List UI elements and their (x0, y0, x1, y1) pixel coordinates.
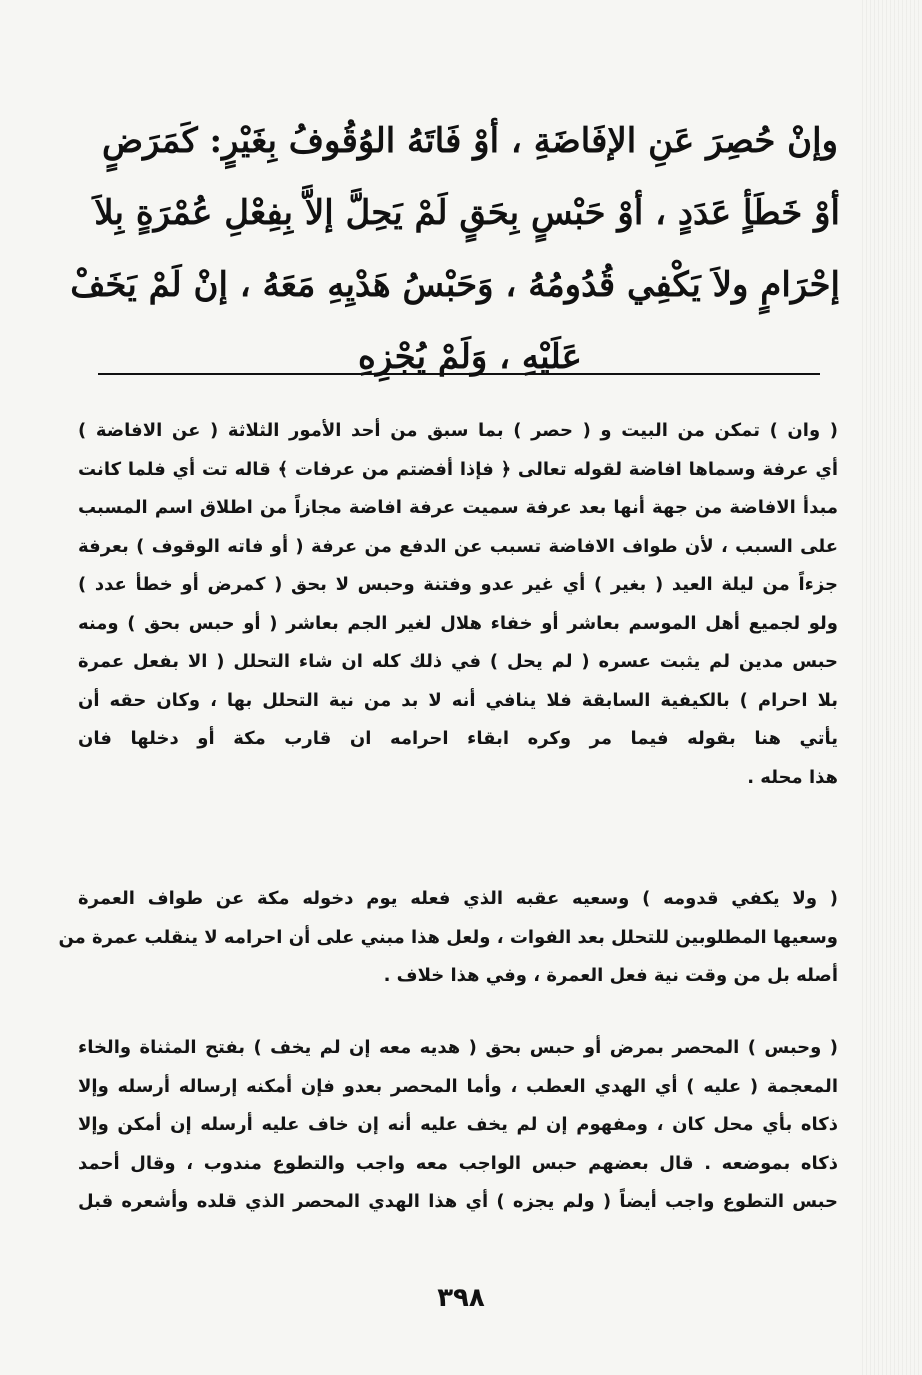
commentary-line: مبدأ الافاضة من جهة أنها بعد عرفة سميت عرفة افاضة مجازاً من اطلاق اسم المسبب (78, 497, 838, 518)
main-text-line: وإنْ حُصِرَ عَنِ الإفَاضَةِ ، أوْ فَاتَهُ الوُقُوفُ بِغَيْرٍ: كَمَرَضٍ (101, 121, 839, 161)
commentary-line: على السبب ، لأن طواف الافاضة تسبب عن الدفع من عرفة ( أو فاته الوقوف ) بعرفة (78, 535, 838, 557)
commentary-paragraph (78, 412, 838, 797)
commentary-line: ( وحبس ) المحصر بمرض أو حبس بحق ( هديه معه إن لم يخف ) بفتح المثناة والخاء (78, 1037, 838, 1058)
commentary-paragraph (58, 880, 838, 996)
commentary-line: المعجمة ( عليه ) أي الهدي العطب ، وأما المحصر بعدو فإن أمكنه إرساله أرسله وإلا (78, 1075, 838, 1097)
commentary-line: حبس التطوع واجب أيضاً ( ولم يجزه ) أي هذا الهدي المحصر الذي قلده وأشعره قبل (78, 1191, 838, 1212)
scan-edge-noise (862, 0, 922, 1375)
main-text-line: أوْ خَطَأٍ عَدَدٍ ، أوْ حَبْسٍ بِحَقٍ لَمْ يَحِلَّ إلاَّ بِفِعْلِ عُمْرَةٍ بِلاَ (94, 193, 840, 233)
main-text-line: إحْرَامٍ ولاَ يَكْفِي قُدُومُهُ ، وَحَبْسُ هَدْيِهِ مَعَهُ ، إنْ لَمْ يَخَفْ (70, 265, 840, 305)
page-number: ٣٩٨ (437, 1283, 485, 1313)
commentary-line: وسعيها المطلوبين للتحلل بعد الفوات ، ولعل هذا مبني على أن احرامه لا ينقلب عمرة من (58, 926, 838, 948)
commentary-line: ( وان ) تمكن من البيت و ( حصر ) بما سبق من أحد الأمور الثلاثة ( عن الافاضة ) (78, 420, 838, 441)
commentary-line: ذكاه بموضعه . قال بعضهم حبس الواجب معه واجب والتطوع مندوب ، وقال أحمد (78, 1152, 838, 1174)
commentary-line: ولو لجميع أهل الموسم بعاشر أو خفاء هلال لغير الجم بعاشر ( أو حبس بحق ) ومنه (78, 612, 838, 634)
commentary-line: يأتي هنا بقوله فيما مر وكره ابقاء احرامه ان قارب مكة أو دخلها فان (78, 728, 838, 749)
commentary-line: حبس مدين لم يثبت عسره ( لم يحل ) في ذلك كله ان شاء التحلل ( الا بفعل عمرة (78, 651, 838, 672)
commentary-paragraph (78, 1029, 838, 1222)
commentary-line: ذكاه بأي محل كان ، ومفهوم إن لم يخف عليه أنه إن خاف عليه أرسله إن أمكن وإلا (78, 1114, 838, 1135)
commentary-line: بلا احرام ) بالكيفية السابقة فلا ينافي أنه لا بد من نية التحلل بها ، وكان حقه أن (78, 689, 838, 711)
commentary-line: هذا محله . (747, 766, 838, 788)
separator-rule (98, 373, 820, 375)
main-text-block (70, 105, 840, 393)
commentary-line: أصله بل من وقت نية فعل العمرة ، وفي هذا خلاف . (383, 965, 838, 986)
commentary-line: ( ولا يكفي قدومه ) وسعيه عقبه الذي فعله يوم دخوله مكة عن طواف العمرة (78, 888, 838, 909)
commentary-line: جزءاً من ليلة العيد ( بغير ) أي غير عدو وفتنة وحبس لا بحق ( كمرض أو خطأ عدد ) (78, 574, 838, 595)
commentary-line: أي عرفة وسماها افاضة لقوله تعالى ﴿ فإذا أفضتم من عرفات ﴾ قاله تت أي فلما كانت (78, 458, 838, 480)
main-text-line: عَلَيْهِ ، وَلَمْ يُجْزِهِ (358, 337, 582, 377)
